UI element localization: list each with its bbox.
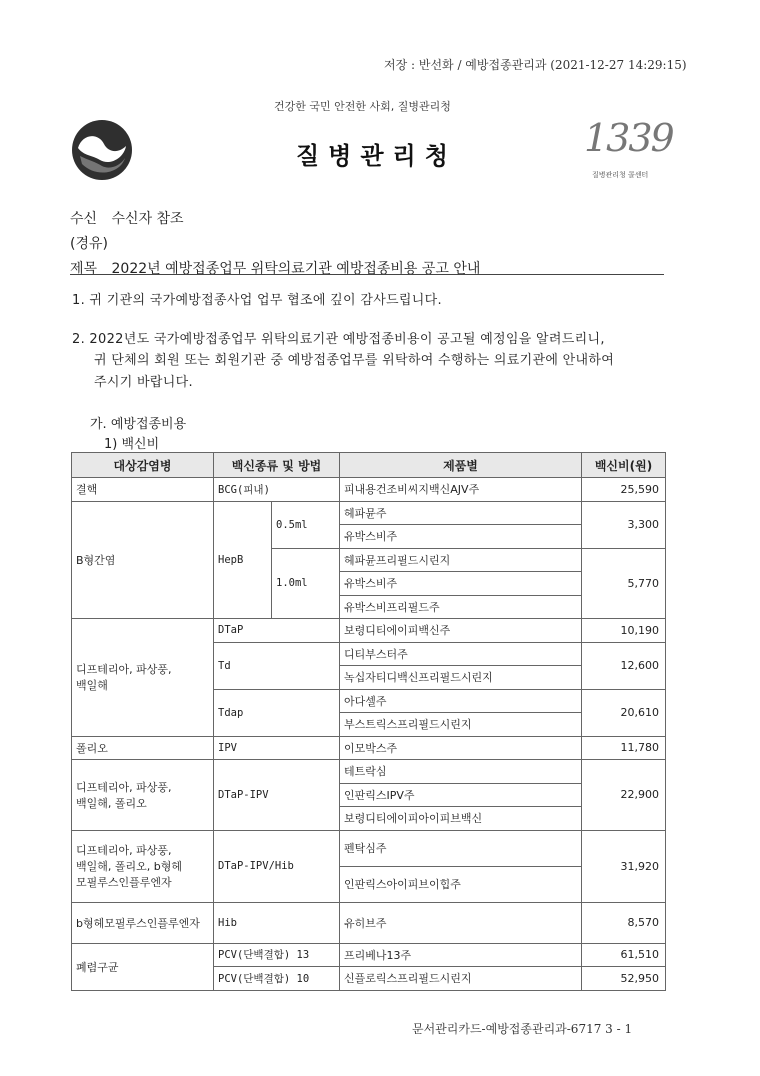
via-line: (경유) (70, 236, 108, 252)
product-cell: 인판릭스IPV주 (340, 783, 582, 807)
product-cell: 아다셀주 (340, 689, 582, 713)
product-cell: 신플로릭스프리필드시린지 (340, 967, 582, 991)
product-cell: 피내용건조비씨지백신AJV주 (340, 478, 582, 502)
paragraph-2-line1: 2. 2022년도 국가예방접종업무 위탁의료기관 예방접종비용이 공고될 예정임을 알려드리니, (72, 332, 605, 347)
table-row (72, 619, 666, 643)
product-cell: 헤파뮨주 (340, 501, 582, 525)
product-cell: 보령디티에이피아이피브백신 (340, 807, 582, 831)
product-cell: 인판릭스아이피브이힙주 (340, 866, 582, 902)
price-cell: 22,900 (582, 760, 666, 831)
product-cell: 이모박스주 (340, 736, 582, 760)
paragraph-1: 1. 귀 기관의 국가예방접종사업 업무 협조에 깊이 감사드립니다. (72, 293, 442, 308)
vaccine-cell: DTaP-IPV (214, 760, 340, 831)
table-row (72, 943, 666, 967)
disease-cell: 폴리오 (72, 736, 214, 760)
subject-value: 2022년 예방접종업무 위탁의료기관 예방접종비용 공고 안내 (111, 261, 481, 277)
table-row (72, 478, 666, 502)
disease-line: 디프테리아, 파상풍, (76, 780, 172, 794)
vaccine-cell: Td (214, 642, 340, 689)
price-cell: 25,590 (582, 478, 666, 502)
disease-cell: 폐렴구균 (72, 943, 214, 990)
callcenter-name: 질병관리청 콜센터 (592, 171, 649, 179)
vaccine-cell: Hib (214, 902, 340, 943)
product-cell: 헤파뮨프리필드시린지 (340, 548, 582, 572)
vaccine-cost-table (71, 452, 666, 991)
paragraph-2-line2: 귀 단체의 회원 또는 회원기관 중 예방접종업무를 위탁하여 수행하는 의료기관에 안내하여 (94, 353, 615, 368)
disease-line: 백일해, 폴리오, b형헤 (76, 860, 182, 873)
recipient-line (70, 208, 184, 228)
disease-line: 디프테리아, 파상풍, (76, 844, 172, 857)
dose-cell: 1.0ml (272, 548, 340, 619)
price-cell: 3,300 (582, 501, 666, 548)
document-footer: 문서관리카드-예방접종관리과-6717 3 - 1 (412, 1022, 633, 1036)
section-ga: 가. 예방접종비용 (90, 417, 187, 432)
price-cell: 61,510 (582, 943, 666, 967)
table-row (72, 902, 666, 943)
slogan: 건강한 국민 안전한 사회, 질병관리청 (274, 100, 451, 113)
disease-cell: B형간염 (72, 501, 214, 619)
product-cell: 유박스비주 (340, 525, 582, 549)
disease-cell (72, 760, 214, 831)
header-disease: 대상감염병 (72, 453, 214, 478)
product-cell: 유박스비주 (340, 572, 582, 596)
subject-label: 제목 (70, 261, 98, 277)
org-title: 질병관리청 (296, 142, 457, 170)
table-row (72, 736, 666, 760)
vaccine-cell: Tdap (214, 689, 340, 736)
product-cell: 디티부스터주 (340, 642, 582, 666)
callcenter-number: 1339 (584, 116, 673, 160)
vaccine-cell: PCV(단백결합) 13 (214, 943, 340, 967)
disease-line: 백일해 (76, 679, 108, 693)
section-1: 1) 백신비 (104, 437, 160, 452)
disease-cell (72, 619, 214, 737)
product-cell: 유박스비프리필드주 (340, 595, 582, 619)
price-cell: 5,770 (582, 548, 666, 619)
price-cell: 52,950 (582, 967, 666, 991)
price-cell: 31,920 (582, 830, 666, 902)
price-cell: 11,780 (582, 736, 666, 760)
product-cell: 유히브주 (340, 902, 582, 943)
table-row (72, 830, 666, 866)
product-cell: 펜탁심주 (340, 830, 582, 866)
product-cell: 부스트릭스프리필드시린지 (340, 713, 582, 737)
product-cell: 테트락심 (340, 760, 582, 784)
table-header-row (72, 453, 666, 478)
disease-cell (72, 830, 214, 902)
dose-cell: 0.5ml (272, 501, 340, 548)
product-cell: 녹십자티디백신프리필드시린지 (340, 666, 582, 690)
subject-line (70, 258, 480, 278)
price-cell: 8,570 (582, 902, 666, 943)
disease-cell: b형헤모필루스인플루엔자 (72, 902, 214, 943)
disease-line: 디프테리아, 파상풍, (76, 663, 172, 677)
subject-divider (70, 274, 664, 275)
table-row (72, 760, 666, 784)
vaccine-cell: IPV (214, 736, 340, 760)
product-cell: 프리베나13주 (340, 943, 582, 967)
product-cell: 보령디티에이피백신주 (340, 619, 582, 643)
disease-line: 모필루스인플루엔자 (76, 876, 172, 889)
vaccine-cell: BCG(피내) (214, 478, 340, 502)
disease-cell: 결핵 (72, 478, 214, 502)
header-price: 백신비(원) (582, 453, 666, 478)
header-vaccine-type: 백신종류 및 방법 (214, 453, 340, 478)
vaccine-cell: PCV(단백결합) 10 (214, 967, 340, 991)
recipient-label: 수신 (70, 211, 98, 227)
vaccine-cell: DTaP (214, 619, 340, 643)
header-product: 제품별 (340, 453, 582, 478)
vaccine-cell: HepB (214, 501, 272, 619)
save-stamp: 저장 : 반선화 / 예방접종관리과 (2021-12-27 14:29:15) (384, 58, 687, 72)
price-cell: 10,190 (582, 619, 666, 643)
price-cell: 12,600 (582, 642, 666, 689)
recipient-value: 수신자 참조 (111, 211, 184, 227)
table-row (72, 501, 666, 525)
vaccine-cell: DTaP-IPV/Hib (214, 830, 340, 902)
disease-line: 백일해, 폴리오 (76, 796, 147, 810)
price-cell: 20,610 (582, 689, 666, 736)
kdca-taegeuk-logo (70, 118, 134, 182)
paragraph-2-line3: 주시기 바랍니다. (94, 375, 193, 390)
